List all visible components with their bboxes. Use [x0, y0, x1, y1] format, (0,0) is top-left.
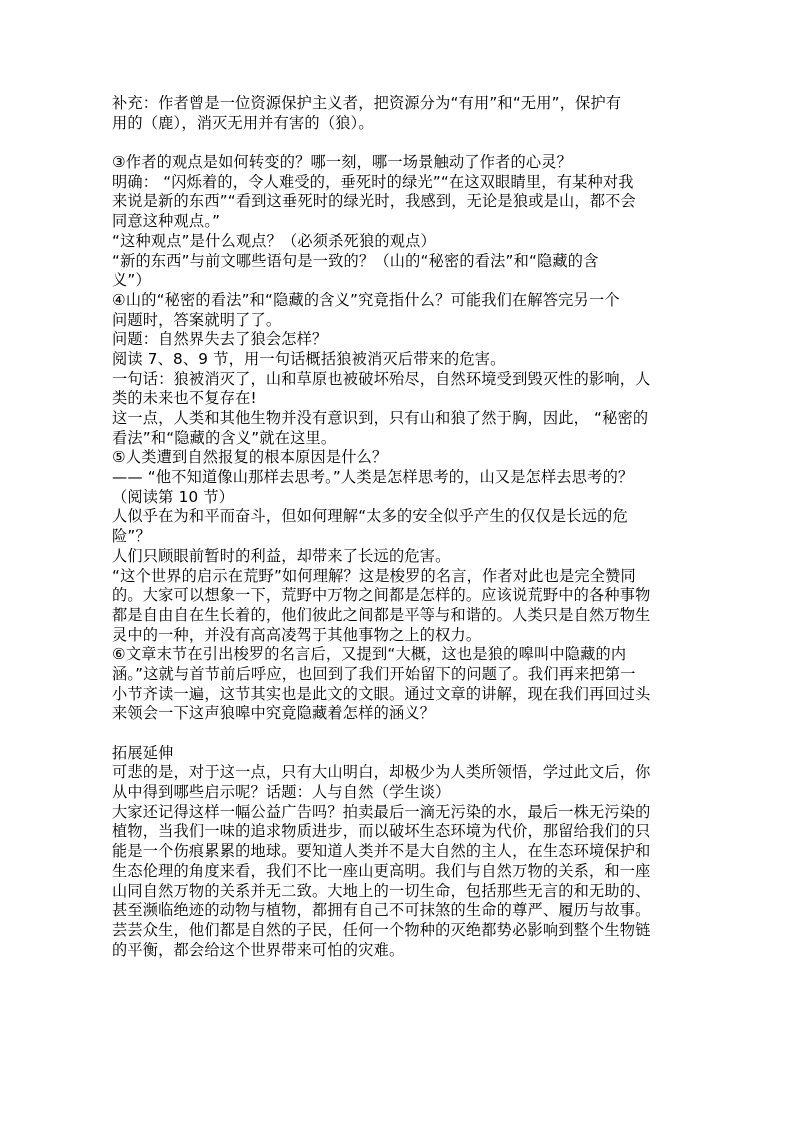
extension-heading: 拓展延伸 [112, 743, 174, 762]
text-line: “新的东西”与前文哪些语句是一致的？（山的“秘密的看法”和“隐藏的含 [112, 251, 599, 270]
text-line: 从中得到哪些启示呢？话题：人与自然（学生谈） [112, 783, 451, 802]
question-3: ③作者的观点是如何转变的？哪一刻，哪一场景触动了作者的心灵？ [112, 153, 573, 172]
text-line: —— “他不知道像山那样去思考。”人类是怎样思考的，山又是怎样去思考的？ [112, 468, 634, 487]
text-line: 险”？ [112, 527, 151, 546]
extension-section [112, 744, 692, 961]
question-4: ④山的“秘密的看法”和“隐藏的含义”究竟指什么？可能我们在解答完另一个 [112, 290, 620, 309]
text-line: 大家还记得这样一幅公益广告吗？拍卖最后一滴无污染的水，最后一株无污染的 [112, 802, 651, 821]
text-line: 都是自由自在生长着的，他们彼此之间都是平等与和谐的。人类只是自然万物生 [112, 605, 651, 624]
text-line: 阅读 7、8、9 节，用一句话概括狼被消灭后带来的危害。 [112, 349, 506, 368]
question-5: ⑤人类遭到自然报复的根本原因是什么？ [112, 448, 388, 467]
text-line: 芸芸众生，他们都是自然的子民，任何一个物种的灭绝都势必影响到整个生物链 [112, 920, 651, 939]
text-line: 义”） [112, 271, 151, 290]
text-line: 同意这种观点。” [112, 212, 221, 231]
text-line: 人似乎在为和平而奋斗，但如何理解“太多的安全似乎产生的仅仅是长远的危 [112, 507, 628, 526]
blank-line [112, 133, 692, 153]
text-line: 的平衡，都会给这个世界带来可怕的灾难。 [112, 940, 405, 959]
text-line: 这一点，人类和其他生物并没有意识到，只有山和狼了然于胸，因此， “秘密的 [112, 409, 649, 427]
text-line: 小节齐读一遍，这节其实也是此文的文眼。通过文章的讲解，现在我们再回过头 [112, 684, 651, 703]
text-line: 一句话：狼被消灭了，山和草原也被破坏殆尽，自然环境受到毁灭性的影响，人 [112, 369, 651, 388]
text-line: 来说是新的东西”“看到这垂死时的绿光时，我感到，无论是狼或是山，都不会 [112, 192, 636, 211]
blank-line [112, 724, 692, 744]
text-line: 类的未来也不复存在! [112, 389, 257, 408]
text-line: 可悲的是，对于这一点，只有大山明白，却极少为人类所领悟，学过此文后，你 [112, 763, 651, 782]
text-line: 明确： “闪烁着的，令人难受的，垂死时的绿光”“在这双眼睛里，有某种对我 [112, 172, 634, 191]
text-line: 灵中的一种，并没有高高凌驾于其他事物之上的权力。 [112, 625, 482, 644]
text-line: 用的（鹿），消灭无用并有害的（狼）。 [112, 113, 374, 132]
text-line: 涵。”这就与首节前后呼应，也回到了我们开始留下的问题了。我们再来把第一 [112, 664, 636, 683]
text-line: 植物，当我们一味的追求物质进步，而以破坏生态环境为代价，那留给我们的只 [112, 822, 651, 841]
section-three [112, 153, 692, 724]
text-line: 人们只顾眼前暂时的利益，却带来了长远的危害。 [112, 546, 451, 565]
text-line: 的。大家可以想象一下，荒野中万物之间都是怎样的。应该说荒野中的各种事物 [112, 586, 651, 605]
document-page [112, 94, 692, 960]
question-6: ⑥文章末节在引出梭罗的名言后，又提到“大概，这也是狼的嗥叫中隐藏的内 [112, 645, 627, 664]
text-line: 看法”和“隐藏的含义”就在这里。 [112, 428, 337, 447]
text-line: 来领会一下这声狼嗥中究竟隐藏着怎样的涵义？ [112, 704, 436, 723]
text-line: “这个世界的启示在荒野”如何理解？这是梭罗的名言，作者对此也是完全赞同 [112, 566, 636, 585]
text-line: “这种观点”是什么观点？（必须杀死狼的观点） [112, 231, 436, 250]
text-line: 能是一个伤痕累累的地球。要知道人类并不是大自然的主人，在生态环境保护和 [112, 842, 651, 861]
text-line: 生态伦理的角度来看，我们不比一座山更高明。我们与自然万物的关系，和一座 [112, 861, 651, 880]
text-line: 补充：作者曾是一位资源保护主义者，把资源分为“有用”和“无用”，保护有 [112, 94, 622, 112]
text-line: 甚至濒临绝迹的动物与植物，都拥有自己不可抹煞的生命的尊严、履历与故事。 [112, 901, 651, 920]
text-line: 问题时，答案就明了了。 [112, 310, 282, 329]
text-line: 问题：自然界失去了狼会怎样？ [112, 330, 328, 349]
text-line: （阅读第 10 节） [112, 487, 235, 506]
text-line: 山同自然万物的关系并无二致。大地上的一切生命，包括那些无言的和无助的、 [112, 881, 651, 900]
supplement-paragraph [112, 94, 692, 133]
